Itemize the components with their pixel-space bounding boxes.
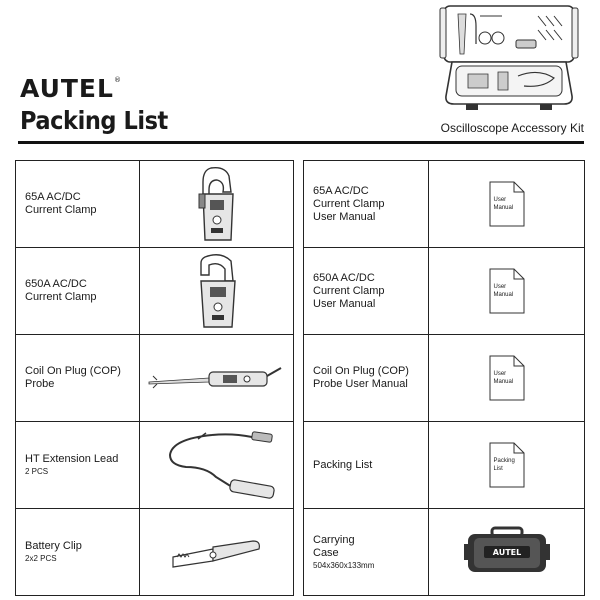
item-label-cell (16, 422, 140, 509)
item-image-cell (429, 161, 585, 248)
item-label-cell (16, 161, 140, 248)
extension-lead-icon (152, 425, 282, 505)
item-image-cell (429, 509, 585, 596)
cop-probe-icon (147, 358, 287, 398)
brand-name: AUTEL (20, 74, 114, 103)
item-quantity: 2 PCS (25, 467, 49, 476)
item-name: HT Extension Lead (25, 453, 119, 465)
item-image-cell (140, 161, 294, 248)
item-label-cell (304, 422, 429, 509)
document-label: User Manual (493, 197, 514, 211)
item-name: Packing List (313, 458, 373, 471)
current-clamp-icon (187, 251, 247, 331)
document-label: User Manual (493, 371, 514, 385)
table-row (16, 422, 294, 509)
page-title: Packing List (20, 106, 168, 135)
table-row (304, 509, 585, 596)
open-case-illustration (438, 2, 580, 116)
item-name: 65A AC/DC Current Clamp User Manual (313, 184, 385, 223)
left-items-table (15, 160, 294, 596)
carrying-case-icon (462, 524, 552, 580)
item-image-cell (140, 335, 294, 422)
table-row (304, 335, 585, 422)
item-label-cell (16, 335, 140, 422)
item-quantity: 2x2 PCS (25, 554, 57, 563)
table-row (16, 335, 294, 422)
item-name: Coil On Plug (COP) Probe User Manual (313, 365, 409, 390)
item-name: 650A AC/DC Current Clamp User Manual (313, 271, 385, 310)
item-image-cell (429, 422, 585, 509)
document-label: Packing List (493, 458, 515, 472)
item-name: Coil On Plug (COP) Probe (25, 365, 121, 390)
document-icon (489, 181, 525, 227)
trademark-symbol: ® (113, 76, 122, 84)
item-image-cell (429, 335, 585, 422)
item-name: 65A AC/DC Current Clamp (25, 191, 97, 216)
item-image-cell (140, 422, 294, 509)
item-label-cell (304, 248, 429, 335)
table-row (16, 248, 294, 335)
item-label-cell (304, 161, 429, 248)
case-brand-label: AUTEL (492, 548, 521, 557)
table-row (304, 248, 585, 335)
item-label-cell (304, 335, 429, 422)
item-image-cell (140, 509, 294, 596)
brand-logo (20, 74, 122, 103)
table-row (16, 161, 294, 248)
item-image-cell (429, 248, 585, 335)
item-name: 650A AC/DC Current Clamp (25, 278, 97, 303)
item-label-cell (304, 509, 429, 596)
header-divider (18, 141, 584, 144)
item-dimensions: 504x360x133mm (313, 560, 375, 570)
document-label: User Manual (493, 284, 514, 298)
table-row (304, 161, 585, 248)
item-label-cell (16, 248, 140, 335)
document-icon (489, 355, 525, 401)
item-image-cell (140, 248, 294, 335)
document-icon (489, 268, 525, 314)
document-icon (489, 442, 525, 488)
table-row (304, 422, 585, 509)
right-items-table (303, 160, 585, 596)
table-row (16, 509, 294, 596)
battery-clip-icon (167, 527, 267, 577)
current-clamp-icon (187, 164, 247, 244)
item-label-cell (16, 509, 140, 596)
item-name: Battery Clip (25, 540, 82, 552)
kit-name: Oscilloscope Accessory Kit (440, 121, 584, 135)
item-name: Carrying Case (313, 533, 355, 559)
